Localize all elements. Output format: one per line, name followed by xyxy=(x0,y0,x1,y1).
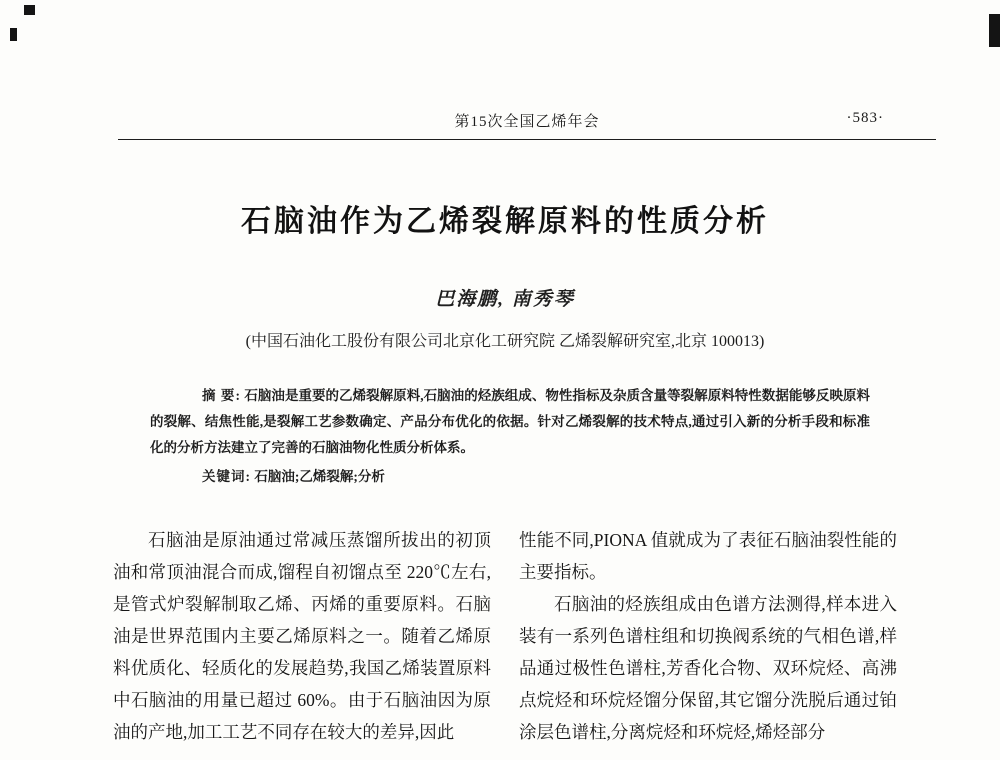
right-column xyxy=(519,524,897,748)
left-column xyxy=(113,524,491,748)
abstract-text: 石脑油是重要的乙烯裂解原料,石脑油的烃族组成、物性指标及杂质含量等裂解原料特性数据能够反映原料的裂解、结焦性能,是裂解工艺参数确定、产品分布优化的依据。针对乙烯裂解的技术特点,通过引入新的分析手段和标准化的分析方法建立了完善的石脑油物化性质分析体系。 xyxy=(150,388,870,455)
paragraph: 石脑油的烃族组成由色谱方法测得,样本进入装有一系列色谱柱组和切换阀系统的气相色谱,样品通过极性色谱柱,芳香化合物、双环烷烃、高沸点烷烃和环烷烃馏分保留,其它馏分洗脱后通过铂涂层色谱柱,分离烷烃和环烷烃,烯烃部分 xyxy=(519,594,897,742)
abstract-paragraph xyxy=(150,383,870,461)
running-header xyxy=(118,110,936,132)
paper-title: 石脑油作为乙烯裂解原料的性质分析 xyxy=(241,205,769,238)
affiliation: (中国石油化工股份有限公司北京化工研究院 乙烯裂解研究室,北京 100013) xyxy=(245,333,765,350)
paragraph: 石脑油是原油通过常减压蒸馏所拔出的初顶油和常顶油混合而成,馏程自初馏点至 220℃左右,是管式炉裂解制取乙烯、丙烯的重要原料。石脑油是世界范围内主要乙烯原料之一。随着乙烯原料优质化、轻质化的发展趋势,我国乙烯装置原料中石脑油的用量已超过 60%。由于石脑油因为原油的产地,加工工艺不同存在较大的差异,因此 xyxy=(113,530,491,742)
abstract-section xyxy=(150,383,870,490)
conference-name: 第15次全国乙烯年会 xyxy=(454,114,600,130)
scan-artifact-right-edge xyxy=(989,14,1000,47)
scan-artifact-top-left xyxy=(24,5,35,15)
header-rule xyxy=(118,139,936,140)
authors: 巴海鹏, 南秀琴 xyxy=(435,289,575,310)
body-text xyxy=(113,524,897,748)
keywords-text: 石脑油;乙烯裂解;分析 xyxy=(254,469,385,484)
scan-artifact-left-edge xyxy=(10,28,17,41)
abstract-label: 摘 要: xyxy=(202,388,241,403)
keywords-label: 关键词: xyxy=(202,469,251,484)
keywords-line xyxy=(150,464,870,490)
page-number: ·583· xyxy=(846,110,884,126)
paragraph: 性能不同,PIONA 值就成为了表征石脑油裂性能的主要指标。 xyxy=(519,530,897,582)
